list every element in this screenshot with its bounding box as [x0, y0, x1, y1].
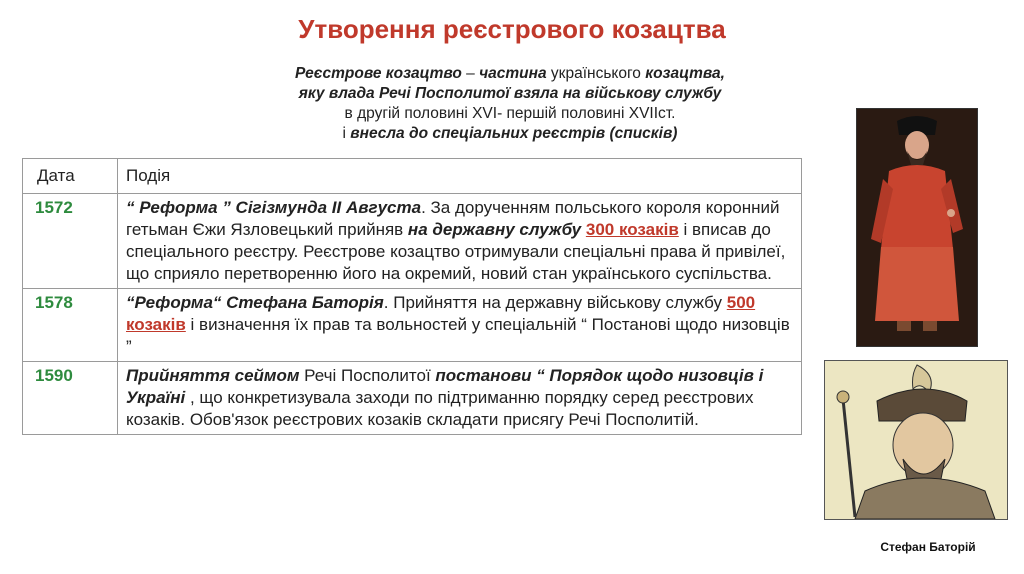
- row-date: 1572: [23, 194, 118, 289]
- definition-line-3: в другій половині XVI- першій половині XVIIст.: [344, 105, 676, 122]
- definition-line-1: Реєстрове козацтво – частина українського козацтва,: [295, 65, 725, 82]
- slide-title: Утворення реєстрового козацтва: [298, 14, 726, 44]
- header-event: Подія: [118, 159, 802, 194]
- portrait-stefan-batory: [824, 360, 1008, 520]
- row-date: 1590: [23, 362, 118, 435]
- row-event: Прийняття сеймом Речі Посполитої постанови “ Порядок щодо низовців і Україні , що конкретизувала заходи по підтриманню порядку серед реєстрових козаків. Обов'язок реєстрових козаків складати присягу Речі Посполитій.: [118, 362, 802, 435]
- portrait-full-figure: [856, 108, 978, 347]
- table-row: [23, 289, 802, 362]
- table-header-row: [23, 159, 802, 194]
- row-date: 1578: [23, 289, 118, 362]
- table-row: [23, 362, 802, 435]
- portrait-caption: Стефан Баторій: [880, 540, 976, 554]
- row-event: “ Реформа ” Сігізмунда ІІ Августа. За дорученням польського короля коронний гетьман Єжи Язловецький прийняв на державну службу 300 козаків і вписав до спеціального реєстру. Реєстрове козацтво отримували спеціальні права й привілеї, що сприяло перетворенню його на окремий, новий стан українського суспільства.: [118, 194, 802, 289]
- events-table: [22, 158, 802, 435]
- definition-block: [230, 64, 790, 144]
- header-date: Дата: [23, 159, 118, 194]
- definition-line-2: яку влада Речі Посполитої взяла на військову службу: [298, 85, 722, 102]
- definition-line-4: і внесла до спеціальних реєстрів (списків): [342, 125, 678, 142]
- table-row: [23, 194, 802, 289]
- row-event: “Реформа“ Стефана Баторія. Прийняття на державну військову службу 500 козаків і визначення їх прав та вольностей у спеціальній “ Постанові щодо низовців ”: [118, 289, 802, 362]
